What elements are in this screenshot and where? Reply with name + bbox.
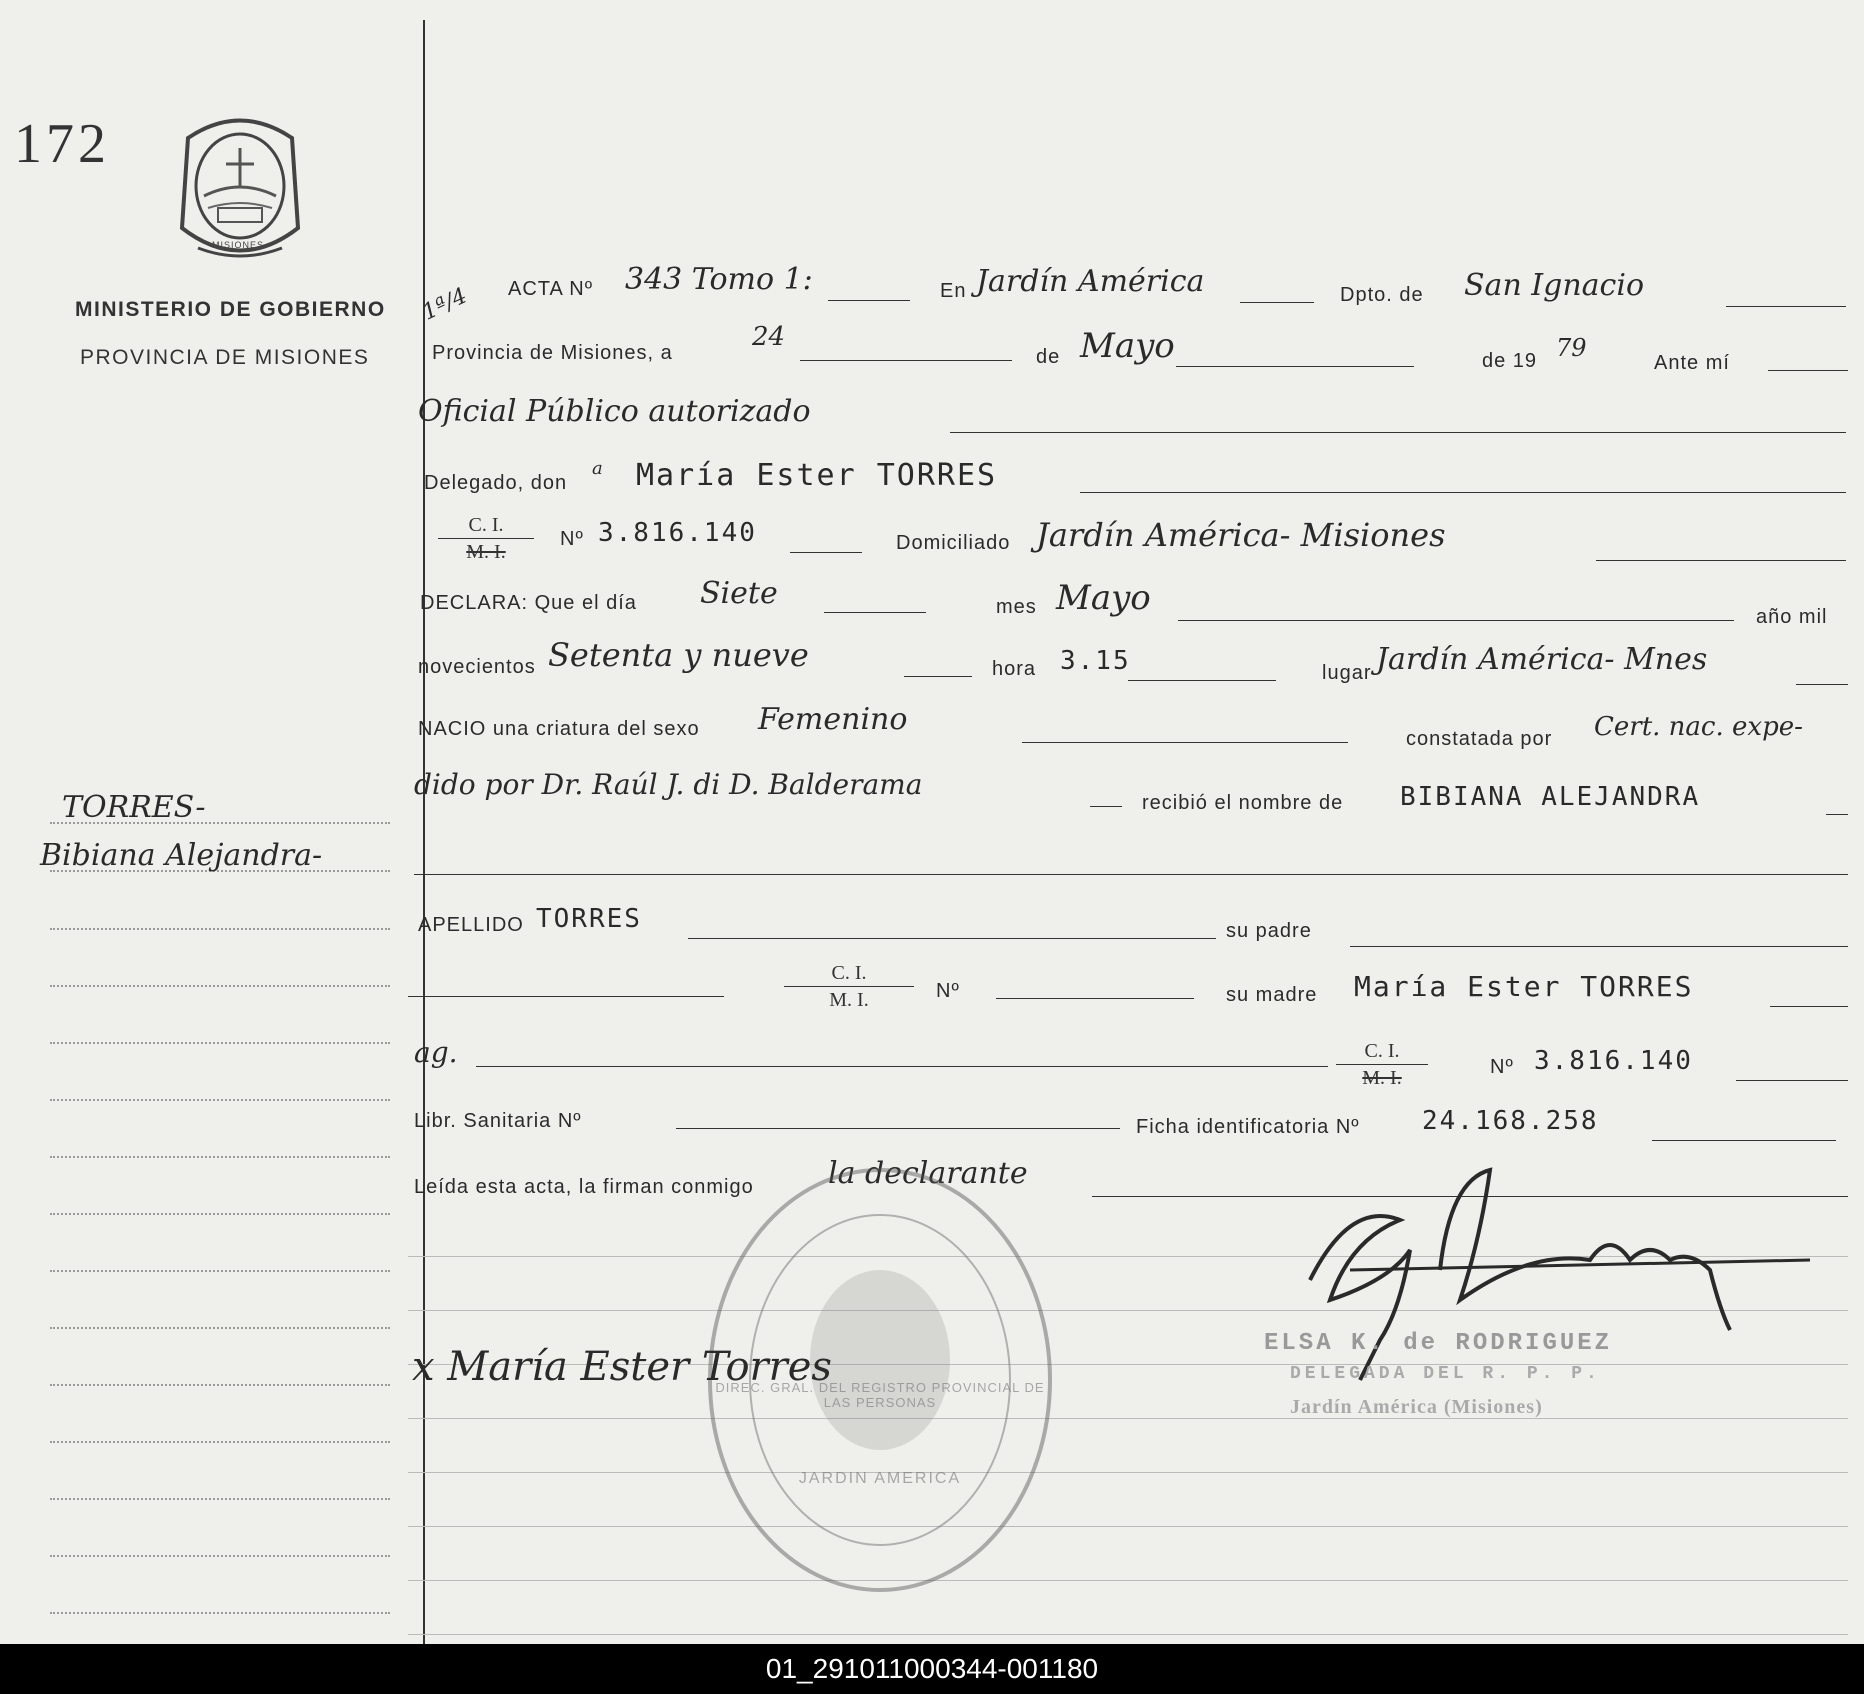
apellido-label: APELLIDO	[418, 914, 524, 936]
lugar-value: Jardín América- Mnes	[1376, 642, 1708, 677]
ficha-value: 24.168.258	[1422, 1106, 1599, 1136]
delegado-label: Delegado, don	[424, 472, 568, 494]
province-heading: PROVINCIA DE MISIONES	[80, 346, 370, 369]
su-padre-label: su padre	[1226, 920, 1312, 942]
dpto-value: San Ignacio	[1464, 268, 1645, 303]
coat-of-arms-label: MISIONES	[212, 240, 265, 250]
recibio-label: recibió el nombre de	[1142, 792, 1344, 814]
acta-value: 343 Tomo 1:	[625, 262, 813, 297]
su-madre-label: su madre	[1226, 984, 1318, 1006]
dpto-label: Dpto. de	[1340, 284, 1424, 306]
madre-ci-fraction	[1336, 1038, 1428, 1091]
apellido-value: TORRES	[536, 904, 642, 934]
ministry-heading: MINISTERIO DE GOBIERNO	[75, 298, 386, 321]
mes-label: mes	[996, 596, 1037, 618]
padre-no-label: Nº	[936, 980, 960, 1002]
domiciliado-value: Jardín América- Misiones	[1036, 516, 1446, 554]
novecientos-value: Setenta y nueve	[548, 636, 809, 674]
leida-label: Leída esta acta, la firman conmigo	[414, 1176, 754, 1198]
mes-value: Mayo	[1080, 326, 1175, 366]
oficial-value: Oficial Público autorizado	[418, 394, 811, 429]
domiciliado-label: Domiciliado	[896, 532, 1011, 554]
de-label: de	[1036, 346, 1061, 368]
declara-label: DECLARA: Que el día	[420, 592, 637, 614]
footer-file-id: 01_291011000344-001180	[0, 1644, 1864, 1694]
dia-value: 24	[752, 322, 786, 352]
hora-label: hora	[992, 658, 1037, 680]
padre-ci-fraction	[784, 960, 914, 1013]
margin-note-names: Bibiana Alejandra-	[40, 838, 323, 873]
leida-value: la declarante	[828, 1156, 1028, 1191]
round-seal-inner: JARDIN AMERICA	[798, 1470, 962, 1487]
acta-mark: 1ª/4	[418, 283, 471, 326]
official-stamp-line2: DELEGADA DEL R. P. P.	[1290, 1364, 1601, 1384]
hora-value: 3.15	[1060, 646, 1131, 676]
ficha-label: Ficha identificatoria Nº	[1136, 1116, 1360, 1138]
sexo-value: Femenino	[758, 702, 908, 737]
ano-mil-label: año mil	[1756, 606, 1828, 628]
novecientos-label: novecientos	[418, 656, 536, 678]
madre-no-label: Nº	[1490, 1056, 1514, 1078]
official-stamp-line3: Jardín América (Misiones)	[1290, 1396, 1543, 1418]
official-stamp-line1: ELSA K. de RODRIGUEZ	[1264, 1330, 1613, 1357]
padre-mi-label: M. I.	[829, 989, 869, 1011]
en-label: En	[940, 280, 967, 302]
delegado-ci-fraction	[438, 512, 534, 565]
delegado-doc: 3.816.140	[598, 518, 757, 548]
constatada-label: constatada por	[1406, 728, 1553, 750]
nacio-label: NACIO una criatura del sexo	[418, 718, 700, 740]
madre-ci-label: C. I.	[1336, 1038, 1428, 1065]
year-value: 79	[1556, 334, 1587, 362]
sheet-number: 172	[14, 113, 110, 175]
official-signature-text	[1320, 1240, 1327, 1241]
de19-label: de 19	[1482, 350, 1538, 372]
declarant-signature: x María Ester Torres	[412, 1344, 832, 1390]
nombre-value: BIBIANA ALEJANDRA	[1400, 782, 1701, 812]
madre-extra: ag.	[414, 1036, 458, 1069]
delegado-no-label: Nº	[560, 528, 584, 550]
madre-mi-label: M. I.	[1362, 1067, 1402, 1089]
declara-mes: Mayo	[1056, 578, 1151, 618]
constatada-value: Cert. nac. expe-	[1594, 712, 1803, 742]
ante-mi-label: Ante mí	[1654, 352, 1730, 374]
lugar-label: lugar	[1322, 662, 1372, 684]
declara-dia: Siete	[700, 576, 778, 611]
delegado-value: María Ester TORRES	[636, 458, 998, 493]
acta-label: ACTA Nº	[508, 278, 594, 300]
padre-ci-label: C. I.	[784, 960, 914, 987]
delegado-suffix: a	[592, 458, 603, 479]
margin-note-surname: TORRES-	[62, 790, 206, 825]
ci-label: C. I.	[438, 512, 534, 539]
madre-value: María Ester TORRES	[1354, 970, 1694, 1003]
madre-doc: 3.816.140	[1534, 1046, 1693, 1076]
mi-label: M. I.	[466, 541, 506, 563]
en-value: Jardín América	[976, 264, 1205, 299]
round-seal-text: DIREC. GRAL. DEL REGISTRO PROVINCIAL DE LAS PERSONAS	[715, 1380, 1045, 1410]
margin-rule	[423, 20, 425, 1644]
provincia-label: Provincia de Misiones, a	[432, 342, 673, 364]
constatada-value-2: dido por Dr. Raúl J. di D. Balderama	[414, 768, 923, 801]
libreta-label: Libr. Sanitaria Nº	[414, 1110, 582, 1132]
